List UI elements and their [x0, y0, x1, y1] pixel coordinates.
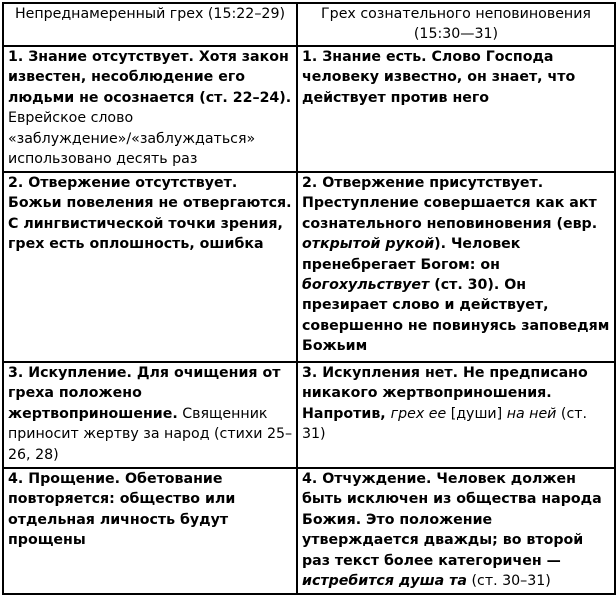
cell-alienation: 4. Отчуждение. Человек должен быть исключен из общества народа Божия. Это положение утверждается дважды; во второй раз текст более категоричен — истребится душа та (ст. 30–31)	[297, 468, 615, 594]
table-row	[3, 468, 615, 594]
header-unintentional-sin: Непреднамеренный грех (15:22–29)	[3, 3, 297, 46]
cell-rejection-present: 2. Отвержение присутствует. Преступление совершается как акт сознательного неповиновения (евр. открытой рукой). Человек пренебрегает Богом: он богохульствует (ст. 30). Он презирает слово и действует, совершенно не повинуясь заповедям Божьим	[297, 172, 615, 362]
cell-forgiveness: 4. Прощение. Обетование повторяется: общество или отдельная личность будут прощены	[3, 468, 297, 594]
header-row	[3, 3, 615, 46]
table-row	[3, 172, 615, 362]
cell-knowledge-absent: 1. Знание отсутствует. Хотя закон известен, несоблюдение его людьми не осознается (ст. 22–24). Еврейское слово «заблуждение»/«заблуждаться» использовано десять раз	[3, 46, 297, 172]
comparison-table	[2, 2, 616, 595]
header-deliberate-sin: Грех сознательного неповиновения (15:30—31)	[297, 3, 615, 46]
table-row	[3, 46, 615, 172]
cell-knowledge-present: 1. Знание есть. Слово Господа человеку известно, он знает, что действует против него	[297, 46, 615, 172]
table-row	[3, 362, 615, 468]
cell-rejection-absent: 2. Отвержение отсутствует. Божьи повеления не отвергаются. С лингвистической точки зрения, грех есть оплошность, ошибка	[3, 172, 297, 362]
cell-no-atonement: 3. Искупления нет. Не предписано никакого жертвоприношения. Напротив, грех ее [души] на ней (ст. 31)	[297, 362, 615, 468]
cell-atonement: 3. Искупление. Для очищения от греха положено жертвоприношение. Священник приносит жертву за народ (стихи 25–26, 28)	[3, 362, 297, 468]
